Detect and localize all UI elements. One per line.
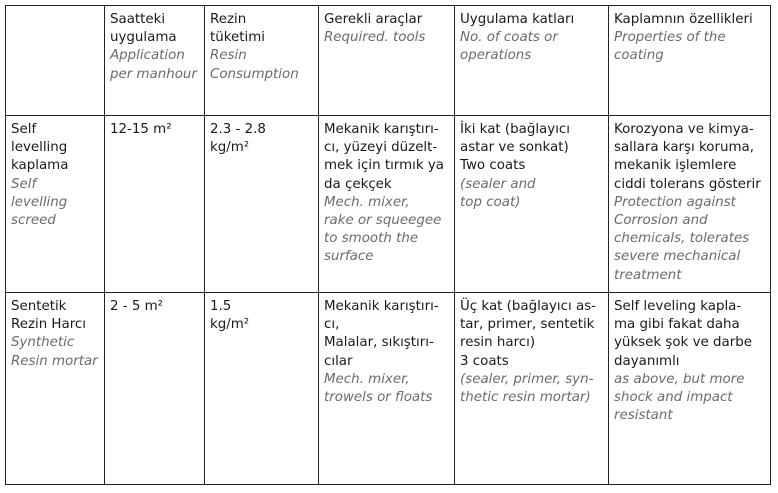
application-value: 2 - 5 m² — [110, 299, 164, 314]
header-cell-empty — [6, 6, 105, 116]
coats-cell — [455, 293, 609, 485]
application-value: 12-15 m² — [110, 122, 172, 137]
application-cell — [105, 293, 205, 485]
row-name-cell — [6, 116, 105, 293]
coats-tr: Üç kat (bağlayıcı as- tar, primer, sentetik resin harcı) 3 coats — [460, 299, 597, 369]
properties-cell — [609, 293, 771, 485]
header-cell-tools — [319, 6, 455, 116]
header-label-tr: Saatteki uygulama — [110, 12, 177, 46]
tools-tr: Mekanik karıştırı- cı, Malalar, sıkıştırı- cılar — [324, 299, 439, 369]
tools-en: Mech. mixer, rake or squeegee to smooth the surface — [324, 194, 442, 265]
tools-en: Mech. mixer, trowels or floats — [324, 371, 433, 406]
properties-tr: Korozyona ve kimya- sallara karşı koruma, mekanik işlemlere ciddi tolerans gösterir — [614, 122, 761, 192]
header-label-tr: Gerekli araçlar — [324, 12, 423, 27]
header-label-en: Required. tools — [324, 30, 426, 46]
header-cell-application — [105, 6, 205, 116]
header-label-tr: Uygulama katları — [460, 12, 575, 27]
consumption-cell — [205, 293, 319, 485]
header-cell-consumption — [205, 6, 319, 116]
row-name-en: Self levelling screed — [11, 176, 68, 229]
header-label-en: Application per manhour — [110, 48, 197, 82]
row-name-tr: Self levelling kaplama — [11, 122, 69, 174]
header-cell-properties — [609, 6, 771, 116]
consumption-cell — [205, 116, 319, 293]
coating-comparison-table — [5, 5, 771, 485]
header-label-tr: Rezin tüketimi — [210, 12, 265, 46]
header-label-tr: Kaplamnın özellikleri — [614, 12, 753, 27]
table-row — [6, 116, 771, 293]
consumption-value: 1.5 kg/m² — [210, 299, 250, 333]
header-label-en: Resin Consumption — [210, 48, 299, 82]
row-name-en: Synthetic Resin mortar — [11, 335, 98, 369]
application-cell — [105, 116, 205, 293]
tools-tr: Mekanik karıştırı- cı, yüzeyi düzelt- mek için tırmık ya da çekçek — [324, 122, 444, 192]
properties-tr: Self leveling kapla- ma gibi fakat daha yüksek şok ve darbe dayanımlı — [614, 299, 752, 369]
properties-en: Protection against Corrosion and chemicals, tolerates severe mechanical treatment — [614, 194, 750, 283]
row-name-cell — [6, 293, 105, 485]
coats-en: (sealer and top coat) — [460, 176, 536, 210]
header-label-en: No. of coats or operations — [460, 30, 558, 64]
header-label-en: Properties of the coating — [614, 30, 726, 64]
header-row — [6, 6, 771, 116]
coats-cell — [455, 116, 609, 293]
row-name-tr: Sentetik Rezin Harcı — [11, 299, 87, 333]
properties-cell — [609, 116, 771, 293]
tools-cell — [319, 293, 455, 485]
coats-tr: İki kat (bağlayıcı astar ve sonkat) Two coats — [460, 122, 570, 174]
table-row — [6, 293, 771, 485]
tools-cell — [319, 116, 455, 293]
coats-en: (sealer, primer, syn- thetic resin mortar) — [460, 371, 594, 406]
header-cell-coats — [455, 6, 609, 116]
properties-en: as above, but more shock and impact resistant — [614, 371, 745, 424]
consumption-value: 2.3 - 2.8 kg/m² — [210, 122, 266, 156]
